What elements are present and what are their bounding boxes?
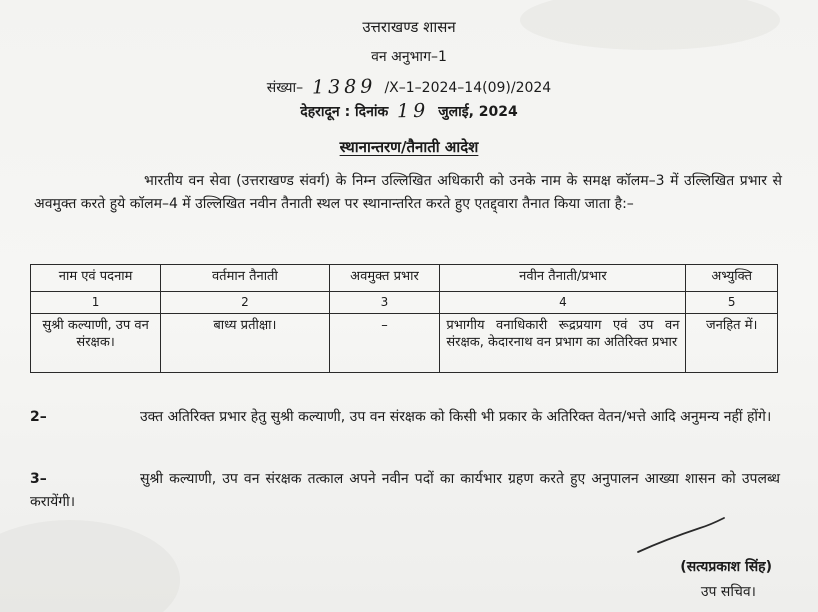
reference-number xyxy=(0,77,818,97)
table-header-row xyxy=(31,265,778,292)
column-number-row xyxy=(31,292,778,314)
point-text: उक्त अतिरिक्त प्रभार हेतु सुश्री कल्याणी, उप वन संरक्षक को किसी भी प्रकार के अतिरिक्त वेतन/भत्ते आदि अनुमन्य नहीं होंगे। xyxy=(140,409,772,425)
column-number: 1 xyxy=(31,292,161,314)
point-2 xyxy=(30,406,780,429)
place-date xyxy=(0,101,818,121)
cell-new-posting: प्रभागीय वनाधिकारी रूद्रप्रयाग एवं उप वन संरक्षक, केदारनाथ वन प्रभाग का अतिरिक्त प्रभार xyxy=(440,314,686,373)
cell-remarks: जनहित में। xyxy=(686,314,778,373)
point-text: सुश्री कल्याणी, उप वन संरक्षक तत्काल अपने नवीन पदों का कार्यभार ग्रहण करते हुए अनुपालन आख्या शासन को उपलब्ध करायेंगी। xyxy=(30,471,780,510)
cell-relieved-charge: – xyxy=(329,314,440,373)
header-name-designation: नाम एवं पदनाम xyxy=(31,265,161,292)
place-date-suffix: जुलाई, 2024 xyxy=(438,104,518,120)
header-new-posting: नवीन तैनाती/प्रभार xyxy=(440,265,686,292)
intro-paragraph: भारतीय वन सेवा (उत्तराखण्ड संवर्ग) के निम्न उल्लिखित अधिकारी को उनके नाम के समक्ष कॉलम–3 में उल्लिखित प्रभार से अवमुक्त करते हुये कॉलम–4 में उल्लिखित नवीन तैनाती स्थल पर स्थानान्तरित करते हुए एतद्द्वारा तैनात किया जाता है:– xyxy=(34,173,782,212)
place-date-handwritten-day: 19 xyxy=(396,99,430,123)
point-number: 3– xyxy=(30,471,47,487)
reference-number-handwritten: 1389 xyxy=(311,75,377,99)
column-number: 3 xyxy=(329,292,440,314)
table-row xyxy=(31,314,778,373)
paper-smudge xyxy=(0,520,180,612)
cell-officer-name: सुश्री कल्याणी, उप वन संरक्षक। xyxy=(31,314,161,373)
reference-number-label: संख्या– xyxy=(266,80,304,96)
point-3 xyxy=(30,468,780,514)
column-number: 4 xyxy=(440,292,686,314)
column-number: 5 xyxy=(686,292,778,314)
header-remarks: अभ्युक्ति xyxy=(686,265,778,292)
point-number: 2– xyxy=(30,409,47,425)
handwritten-signature xyxy=(620,516,740,556)
section-name: वन अनुभाग–1 xyxy=(371,49,447,65)
place-date-prefix: देहरादून : दिनांक xyxy=(300,104,389,120)
reference-number-rest: /X–1–2024–14(09)/2024 xyxy=(384,80,552,96)
signatory-name: (सत्यप्रकाश सिंह) xyxy=(680,559,772,575)
header-relieved-charge: अवमुक्त प्रभार xyxy=(329,265,440,292)
order-title: स्थानान्तरण/तैनाती आदेश xyxy=(339,138,479,156)
cell-current-posting: बाध्य प्रतीक्षा। xyxy=(161,314,329,373)
transfer-table xyxy=(30,264,778,373)
column-number: 2 xyxy=(161,292,329,314)
signatory-designation: उप सचिव। xyxy=(700,584,756,600)
government-name: उत्तराखण्ड शासन xyxy=(362,18,456,36)
header-current-posting: वर्तमान तैनाती xyxy=(161,265,329,292)
